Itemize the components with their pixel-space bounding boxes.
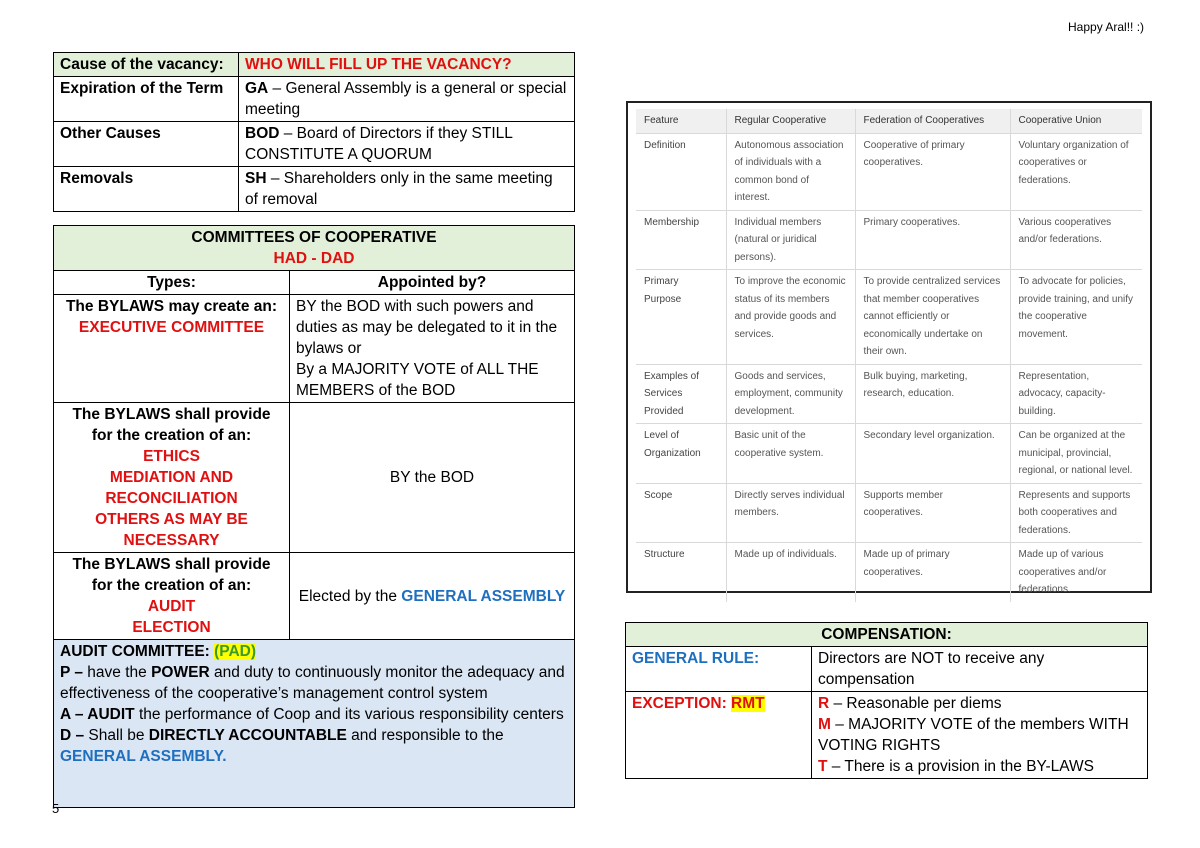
table-row (636, 543, 1142, 602)
coop-feature: Examples of Services Provided (636, 364, 726, 424)
committee-type-name: ELECTION (132, 619, 211, 636)
coop-cell: To provide centralized services that member cooperatives cannot efficiently or economically undertake on their own. (855, 270, 1010, 365)
coop-comparison-image (626, 101, 1152, 593)
coop-header-row (636, 109, 1142, 133)
vacancy-abbr: GA (245, 80, 269, 97)
vacancy-table (53, 52, 575, 212)
exception-text: – Reasonable per diems (829, 695, 1002, 712)
committee-appointed-cell (290, 553, 575, 640)
coop-cell: Secondary level organization. (855, 424, 1010, 484)
audit-committee-cell (54, 640, 575, 808)
general-rule-text: Directors are NOT to receive any compensation (812, 647, 1148, 692)
coop-cell: Made up of individuals. (726, 543, 855, 602)
vacancy-header-who: WHO WILL FILL UP THE VACANCY? (239, 53, 575, 77)
table-row (636, 364, 1142, 424)
vacancy-abbr: BOD (245, 125, 280, 142)
coop-cell: Representation, advocacy, capacity-building. (1010, 364, 1142, 424)
committee-type-cell (54, 403, 290, 553)
table-row (626, 692, 1148, 779)
committee-appointed-text: By a MAJORITY VOTE of ALL THE MEMBERS of the BOD (296, 361, 539, 399)
audit-a-line (60, 704, 568, 725)
vacancy-desc: – Shareholders only in the same meeting of removal (245, 170, 553, 208)
committees-title-row (54, 226, 575, 271)
vacancy-desc: – General Assembly is a general or special meeting (245, 80, 567, 118)
compensation-table (625, 622, 1148, 779)
col-appointed-header: Appointed by? (290, 271, 575, 295)
coop-feature: Level of Organization (636, 424, 726, 484)
exception-item (818, 693, 1141, 714)
compensation-title: COMPENSATION: (626, 623, 1148, 647)
vacancy-filler (239, 77, 575, 122)
committee-appointed-cell: BY the BOD (290, 403, 575, 553)
table-row (54, 167, 575, 212)
table-row (636, 483, 1142, 543)
coop-header-union: Cooperative Union (1010, 109, 1142, 133)
coop-feature: Membership (636, 210, 726, 270)
exception-label: EXCEPTION: (632, 695, 732, 712)
header-note: Happy Aral!! :) (1068, 20, 1145, 34)
vacancy-desc: – Board of Directors if they STILL CONSTITUTE A QUORUM (245, 125, 513, 163)
coop-cell: Individual members (natural or juridical persons). (726, 210, 855, 270)
vacancy-cause: Expiration of the Term (54, 77, 239, 122)
table-row (54, 77, 575, 122)
audit-text: and duty to continuously monitor the adequacy and effectiveness of the cooperative’s management control system (60, 664, 565, 702)
vacancy-cause: Other Causes (54, 122, 239, 167)
committee-type-intro: The BYLAWS shall provide for the creation of an: (72, 406, 271, 444)
coop-cell: To advocate for policies, provide training, and unify the cooperative movement. (1010, 270, 1142, 365)
committee-type-name: ETHICS (143, 448, 200, 465)
committees-title-cell (54, 226, 575, 271)
coop-cell: To improve the economic status of its members and provide goods and services. (726, 270, 855, 365)
audit-a-letter: A – AUDIT (60, 706, 135, 723)
audit-d-line (60, 725, 568, 746)
coop-cell: Goods and services, employment, community development. (726, 364, 855, 424)
general-rule-label: GENERAL RULE: (626, 647, 812, 692)
table-row (636, 210, 1142, 270)
coop-header-regular: Regular Cooperative (726, 109, 855, 133)
audit-p-line (60, 662, 568, 704)
committee-type-name: EXECUTIVE COMMITTEE (78, 319, 265, 336)
table-row (626, 647, 1148, 692)
coop-cell: Autonomous association of individuals with a common bond of interest. (726, 133, 855, 210)
coop-cell: Made up of primary cooperatives. (855, 543, 1010, 602)
audit-p-letter: P – (60, 664, 83, 681)
committee-type-intro: The BYLAWS shall provide for the creation of an: (72, 556, 271, 594)
audit-title-line (60, 641, 568, 662)
committee-type-cell (54, 553, 290, 640)
committee-type-name: MEDIATION AND RECONCILIATION (105, 469, 238, 507)
coop-cell: Primary cooperatives. (855, 210, 1010, 270)
vacancy-header-row (54, 53, 575, 77)
table-row (54, 122, 575, 167)
exception-label-cell (626, 692, 812, 779)
coop-feature: Definition (636, 133, 726, 210)
committees-table (53, 225, 575, 808)
committee-appointed-emph: GENERAL ASSEMBLY (401, 587, 566, 605)
table-row (636, 424, 1142, 484)
audit-mnemonic: (PAD) (214, 643, 257, 660)
exception-item (818, 756, 1141, 777)
committees-title: COMMITTEES OF COOPERATIVE (191, 229, 437, 246)
coop-feature: Scope (636, 483, 726, 543)
table-row (636, 133, 1142, 210)
exception-mnemonic: RMT (731, 695, 765, 712)
coop-cell: Cooperative of primary cooperatives. (855, 133, 1010, 210)
table-row (636, 270, 1142, 365)
exception-item (818, 714, 1141, 756)
committee-appointed-cell (290, 295, 575, 403)
audit-title: AUDIT COMMITTEE: (60, 643, 215, 660)
audit-text: have the (83, 664, 152, 681)
col-types-header: Types: (54, 271, 290, 295)
coop-header-feature: Feature (636, 109, 726, 133)
committee-appointed-text: Elected by the (298, 587, 402, 605)
coop-feature: Primary Purpose (636, 270, 726, 365)
vacancy-header-cause: Cause of the vacancy: (54, 53, 239, 77)
coop-cell: Directly serves individual members. (726, 483, 855, 543)
coop-comparison-table (636, 109, 1142, 602)
table-row (54, 553, 575, 640)
coop-cell: Can be organized at the municipal, provincial, regional, or national level. (1010, 424, 1142, 484)
committee-type-intro: The BYLAWS may create an: (65, 298, 278, 315)
committee-appointed-text: BY the BOD with such powers and duties as may be delegated to it in the bylaws or (296, 298, 558, 357)
vacancy-cause: Removals (54, 167, 239, 212)
exception-text: – There is a provision in the BY-LAWS (827, 758, 1094, 775)
audit-emph: DIRECTLY ACCOUNTABLE (148, 727, 347, 744)
compensation-title-row (626, 623, 1148, 647)
exception-letter: T (818, 758, 828, 775)
coop-header-federation: Federation of Cooperatives (855, 109, 1010, 133)
audit-d-end: GENERAL ASSEMBLY. (60, 748, 227, 765)
vacancy-filler (239, 122, 575, 167)
table-row (54, 295, 575, 403)
committees-header-row (54, 271, 575, 295)
coop-feature: Structure (636, 543, 726, 602)
coop-cell: Represents and supports both cooperatives and federations. (1010, 483, 1142, 543)
exception-letter: R (818, 695, 830, 712)
coop-cell: Basic unit of the cooperative system. (726, 424, 855, 484)
committee-type-name: AUDIT (147, 598, 196, 615)
coop-cell: Bulk buying, marketing, research, education. (855, 364, 1010, 424)
exception-text: – MAJORITY VOTE of the members WITH VOTING RIGHTS (818, 716, 1129, 754)
audit-row (54, 640, 575, 808)
audit-text: the performance of Coop and its various responsibility centers (134, 706, 564, 723)
coop-cell: Voluntary organization of cooperatives or federations. (1010, 133, 1142, 210)
audit-text: and responsible to the (346, 727, 504, 744)
audit-emph: POWER (151, 664, 210, 681)
committee-type-name: OTHERS AS MAY BE NECESSARY (95, 511, 248, 549)
table-row (54, 403, 575, 553)
audit-text: Shall be (84, 727, 149, 744)
vacancy-filler (239, 167, 575, 212)
coop-cell: Made up of various cooperatives and/or federations. (1018, 549, 1107, 595)
exception-letter: M (818, 716, 831, 733)
committee-type-cell (54, 295, 290, 403)
page-number: 5 (52, 801, 60, 816)
coop-cell: Supports member cooperatives. (855, 483, 1010, 543)
vacancy-abbr: SH (245, 170, 267, 187)
exception-items-cell (812, 692, 1148, 779)
coop-cell: Various cooperatives and/or federations. (1010, 210, 1142, 270)
audit-d-letter: D – (60, 727, 85, 744)
committees-mnemonic: HAD - DAD (273, 250, 355, 267)
